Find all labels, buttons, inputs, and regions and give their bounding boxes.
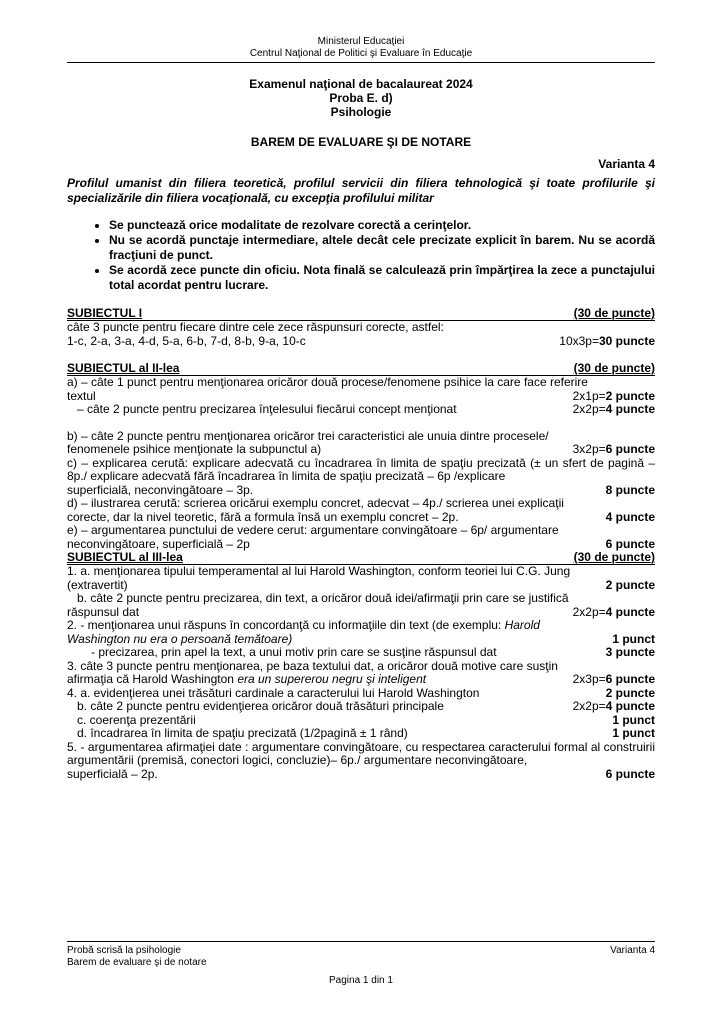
section-1-points: (30 de puncte) [573,306,655,320]
s3-q2a-italic: Harold [504,618,540,632]
s3-q2b-row [67,646,655,660]
s3-q3-score [573,673,655,687]
score-formula: 2x2p= [572,604,606,619]
score-formula: 3x2p= [572,442,606,456]
s3-q1b-score [573,606,655,620]
s2-a-score [573,390,655,404]
rule-item: • Se acordă zece puncte din oficiu. Nota finală se calculează prin împărţirea la zece a punctajului total acordat pentru lucrare. [109,263,655,293]
footer-varianta: Varianta 4 [610,945,655,956]
score-formula: 2x3p= [572,672,606,686]
s2-d-row [67,511,655,525]
profile-text: Profilul umanist din filiera teoretică, profilul servicii din filiera tehnologică şi toate profilurile şi specializările din filiera vocaţională, cu excepţia profilului militar [67,176,655,205]
s3-q2a-text: 2. - menţionarea unui răspuns în concordanţă cu informaţiile din text (de exemplu: [67,618,502,632]
section-2-title: SUBIECTUL al II-lea [67,361,180,375]
score-value: 4 puncte [605,699,655,713]
s2-e-score: 6 puncte [605,536,655,551]
s1-score [559,335,655,349]
footer-barem-label: Barem de evaluare şi de notare [67,957,207,968]
s1-answers: 1-c, 2-a, 3-a, 4-d, 5-a, 6-b, 7-d, 8-b, 9-a, 10-c [67,333,306,348]
score-formula: 2x2p= [572,402,606,416]
barem-title: BAREM DE EVALUARE ŞI DE NOTARE [250,135,472,149]
s3-q4b-row [67,700,655,714]
section-2 [67,362,655,551]
s2-c-text: superficială, neconvingătoare – 3p. [67,482,254,497]
s3-q5-score: 6 puncte [605,766,655,781]
s3-q4a-score: 2 puncte [605,685,655,700]
s3-q4d-score: 1 punct [612,726,655,740]
varianta-label: Varianta 4 [598,157,655,171]
center-name: Centrul Naţional de Politici şi Evaluare în Educaţie [249,48,473,59]
exam-proba: Proba E. d) [329,91,393,105]
s3-q4b-text: b. câte 2 puncte pentru evidenţierea oricăror două trăsături principale [77,699,444,713]
s3-q5-text: superficială – 2p. [67,766,158,781]
footer-row [67,945,655,957]
s3-q3-row [67,673,655,687]
s2-a-text: textul [67,388,96,403]
exam-title: Examenul naţional de bacalaureat 2024 [249,77,473,91]
s2-b-text: fenomenele psihice menţionate la subpunctul a) [67,442,322,456]
s2-a2-score [573,403,655,417]
score-formula: 2x1p= [572,388,606,403]
s3-q2b-text: - precizarea, prin apel la text, a unui motiv prin care se susţine răspunsul dat [91,645,497,659]
s2-d-line: d) – ilustrarea cerută: scrierea oricărui exemplu concret, adecvat – 4p./ scrierea unei explicaţii [67,496,564,510]
s3-q4b-score [573,700,655,714]
s2-c-row [67,484,655,498]
section-1 [67,307,655,348]
spacer [67,417,655,430]
s2-a-line: a) – câte 1 punct pentru menţionarea oricăror două procese/fenomene psihice la care face referire [67,375,588,389]
s2-a2-text: – câte 2 puncte pentru precizarea înţelesului fiecărui concept menţionat [77,402,457,416]
s2-d-score: 4 puncte [605,509,655,524]
header [67,36,655,60]
s3-q2a-italic-2: Washington nu era o persoană temătoare) [67,631,293,646]
s3-q3-italic: era un supererou negru şi inteligent [237,672,427,686]
section-3-points: (30 de puncte) [573,550,655,564]
s3-q5-row [67,768,655,782]
section-3-heading [67,551,655,565]
section-2-points: (30 de puncte) [573,361,655,375]
score-value: 6 puncte [605,442,655,456]
exam-subject: Psihologie [330,105,392,119]
s2-a-row [67,390,655,404]
s3-q1a-text: (extravertit) [67,577,128,592]
s3-q4d-row [67,727,655,741]
s3-q1b-row [67,606,655,620]
s1-line: câte 3 puncte pentru fiecare dintre cele zece răspunsuri corecte, astfel: [67,320,444,334]
s2-e-text: neconvingătoare, superficială – 2p [67,536,250,551]
s3-q1b-text: răspunsul dat [67,604,140,619]
score-value: 6 puncte [605,672,655,686]
score-formula: 10x3p= [559,333,599,348]
s2-c-score: 8 puncte [605,482,655,497]
score-value: 4 puncte [605,402,655,416]
s3-q1b-line: b. câte 2 puncte pentru precizarea, din text, a oricăror două idei/afirmaţii prin care se justifică [77,591,569,605]
s3-q1a-line: 1. a. menţionarea tipului temperamental al lui Harold Washington, conform teoriei lui C.G. Jung [67,564,571,578]
page-number: Pagina 1 din 1 [329,975,393,986]
s1-answers-row [67,335,655,349]
header-rule [67,62,655,63]
s3-q4a-text: 4. a. evidenţierea unei trăsături cardinale a caracterului lui Harold Washington [67,685,480,700]
s3-q2a-row [67,633,655,647]
s2-e-row [67,538,655,552]
footer-exam-label: Probă scrisă la psihologie [67,945,181,956]
s3-q3-plain: afirmaţia că Harold Washington [67,672,234,686]
score-value: 4 puncte [605,604,655,619]
section-1-title: SUBIECTUL I [67,306,143,320]
score-value: 2 puncte [605,388,655,403]
s2-a2-row [67,403,655,417]
s3-q4c-score: 1 punct [612,712,655,727]
ministry-name: Ministerul Educaţiei [317,36,405,47]
rule-item: • Nu se acordă punctaje intermediare, altele decât cele precizate explicit în barem. Nu se acordă fracţiuni de punct. [109,233,655,263]
section-3 [67,551,655,781]
s2-d-text: corecte, dar la nivel teoretic, fără a formula însă un exemplu concret – 2p. [67,509,459,524]
score-value: 30 puncte [598,333,655,348]
page-footer [67,941,655,987]
s2-b-row [67,443,655,457]
s3-q3-line: 3. câte 3 puncte pentru menţionarea, pe baza textului dat, a oricăror două motive care susţin [67,658,558,673]
rule-item: • Se punctează orice modalitate de rezolvare corectă a cerinţelor. [109,218,655,233]
section-3-title: SUBIECTUL al III-lea [67,550,183,564]
section-2-heading [67,362,655,376]
s3-q1a-score: 2 puncte [605,577,655,592]
s3-q2a-score: 1 punct [612,631,655,646]
s3-q2a-line [67,619,655,633]
s3-q1a-row [67,579,655,593]
section-1-heading [67,307,655,321]
s3-q2b-score: 3 puncte [605,645,655,659]
s3-q4d-text: d. încadrarea în limita de spaţiu precizată (1/2pagină ± 1 rând) [77,726,408,740]
s2-b-score [573,443,655,457]
s3-q5-line: 5. - argumentarea afirmaţiei date : argumentare convingătoare, cu respectarea caracterului formal al construirii argumentării (premisă, conectori logici, concluzie)– 6p./ argumentare neconvingătoare, [67,739,655,767]
s3-q3-text [67,673,426,687]
s3-q4c-row [67,714,655,728]
document-page [67,36,655,781]
rules-list [67,218,655,293]
s2-c-line: c) – explicarea cerută: explicare adecvată cu încadrarea în limita de spaţiu precizată (± un sfert de pagină – 8p./ explicare adecvată fără încadrarea în limita de spaţiu precizată – 6p /explicare [67,455,655,483]
s2-e-line: e) – argumentarea punctului de vedere cerut: argumentare convingătoare – 6p/ argumentare [67,523,559,537]
score-formula: 2x2p= [572,699,606,713]
s3-q4c-text: c. coerenţa prezentării [77,712,196,727]
s3-q4a-row [67,687,655,701]
s2-b-line: b) – câte 2 puncte pentru menţionarea oricăror trei caracteristici ale unuia dintre procesele/ [67,428,549,443]
